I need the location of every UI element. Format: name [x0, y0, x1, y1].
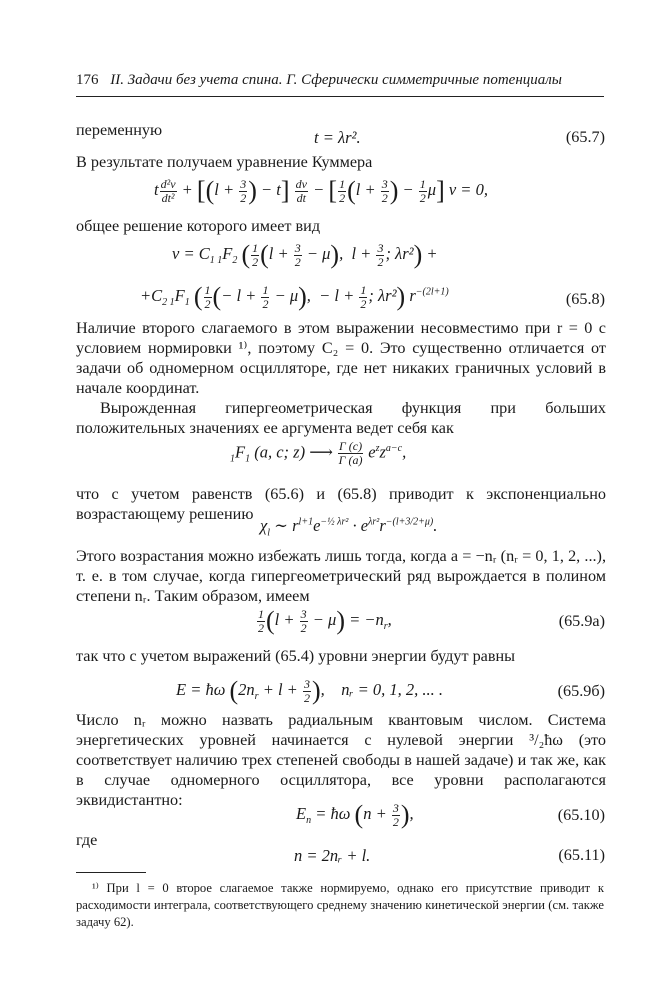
paragraph-3: общее решение которого имеет вид	[76, 217, 321, 235]
equation-number-65-9b: (65.9б)	[557, 682, 605, 700]
page-number: 176	[76, 72, 99, 88]
paragraph-5: Вырожденная гипергеометрическая функция при больших положительных значениях ее аргумента ведет себя как	[76, 399, 606, 437]
footnote: ¹⁾ При l = 0 второе слагаемое также нормируемо, однако его присутствие приводит к расходимости интеграла, соответствующего среднему значению кинетической энергии (см. также задачу 62).	[76, 881, 604, 929]
paragraph-4: Наличие второго слагаемого в этом выражении несовместимо при r = 0 с условием нормировки ¹⁾, поэтому C₂ = 0. Это существенно отличается от задачи об одномерном осцилляторе, где нет никаких граничных условий в начале координат.	[76, 319, 606, 397]
running-title: II. Задачи без учета спина. Г. Сферически симметричные потенциалы	[110, 72, 562, 88]
paragraph-9: Число nᵣ можно назвать радиальным квантовым числом. Система энергетических уровней начинается с нулевой энергии ³/₂ħω (это соответствует наличию трех степеней свободы в нашей задаче) и так же, как в случае одномерного осциллятора, все уровни располагаются эквидистантно:	[76, 711, 606, 809]
equation-65-8-line2: $+C_{2 1}F_1$ ( $\frac{1}{2}$ (− l + $\frac{1}{2}$ − μ), − l + $\frac{1}{2}$ ; λr²) $r^{-(2l+1)}$	[140, 282, 449, 311]
equation-number-65-8: (65.8)	[565, 290, 605, 308]
equation-growing-solution: $\chi_l$ ∼ $r^{l+1}e^{-\frac{1}{2} \lambda r^2} \cdot e^{\lambda r^2}r^{-(l+3/2+\mu)}$.	[260, 516, 438, 539]
equation-65-10: $E_n$ = ħω (n + $\frac{3}{2}$ ),	[296, 800, 414, 829]
footnote-rule	[76, 872, 146, 873]
header-rule	[76, 96, 604, 97]
paragraph-8: так что с учетом выражений (65.4) уровни энергии будут равны	[76, 647, 516, 665]
equation-kummer: t $\frac{\text{d²v}}{\text{dt²}}$ + [(l + $\frac{3}{2}$ ) − t] $\frac{dv}{dt}$ − [ $\frac{1}{2}$ (l + $\frac{3}{2}$ ) − $\frac{1}{2}$ μ] v = 0,	[154, 176, 488, 205]
running-header	[76, 72, 604, 89]
paragraph-1: переменную	[76, 121, 163, 139]
equation-number-65-10: (65.10)	[557, 806, 605, 824]
paragraph-6: что с учетом равенств (65.6) и (65.8) приводит к экспоненциально возрастающему решению	[76, 485, 606, 523]
equation-asymptotic: $_1F_1$ (a, c; z) ⟶ $\frac{\Gamma (c)}{\Gamma (a)}$ $e^zz^{a-c}$,	[230, 439, 407, 467]
paragraph-2: В результате получаем уравнение Куммера	[76, 153, 373, 171]
equation-number-65-9a: (65.9а)	[558, 612, 605, 630]
equation-number-65-7: (65.7)	[565, 128, 605, 146]
equation-65-9a: $\frac{1}{2}$ (l + $\frac{3}{2}$ − $\mu) = -n_r$,	[258, 606, 392, 635]
equation-number-65-11: (65.11)	[558, 846, 605, 864]
equation-65-8-line1: $v = C_{1 1}F_2$ ( $\frac{1}{2}$ (l + $\frac{3}{2}$ − μ), l + $\frac{3}{2}$ ; λr²) +	[172, 240, 438, 269]
equation-65-9b: E = ħω ($2n_r + l$ + $\frac{3}{2}$ ), nᵣ = 0, 1, 2, ... .	[176, 676, 444, 705]
paragraph-7: Этого возрастания можно избежать лишь тогда, когда a = −nᵣ (nᵣ = 0, 1, 2, ...), т. е. в том случае, когда гипергеометрический ряд вырождается в полином степени nᵣ. Таким образом, имеем	[76, 547, 606, 605]
equation-65-11: n = 2nᵣ + l.	[294, 846, 371, 865]
paragraph-10: где	[76, 831, 98, 849]
equation-65-7: t = λr².	[314, 128, 361, 147]
equation-65-9b-tail: nᵣ = 0, 1, 2, ... .	[341, 679, 444, 699]
